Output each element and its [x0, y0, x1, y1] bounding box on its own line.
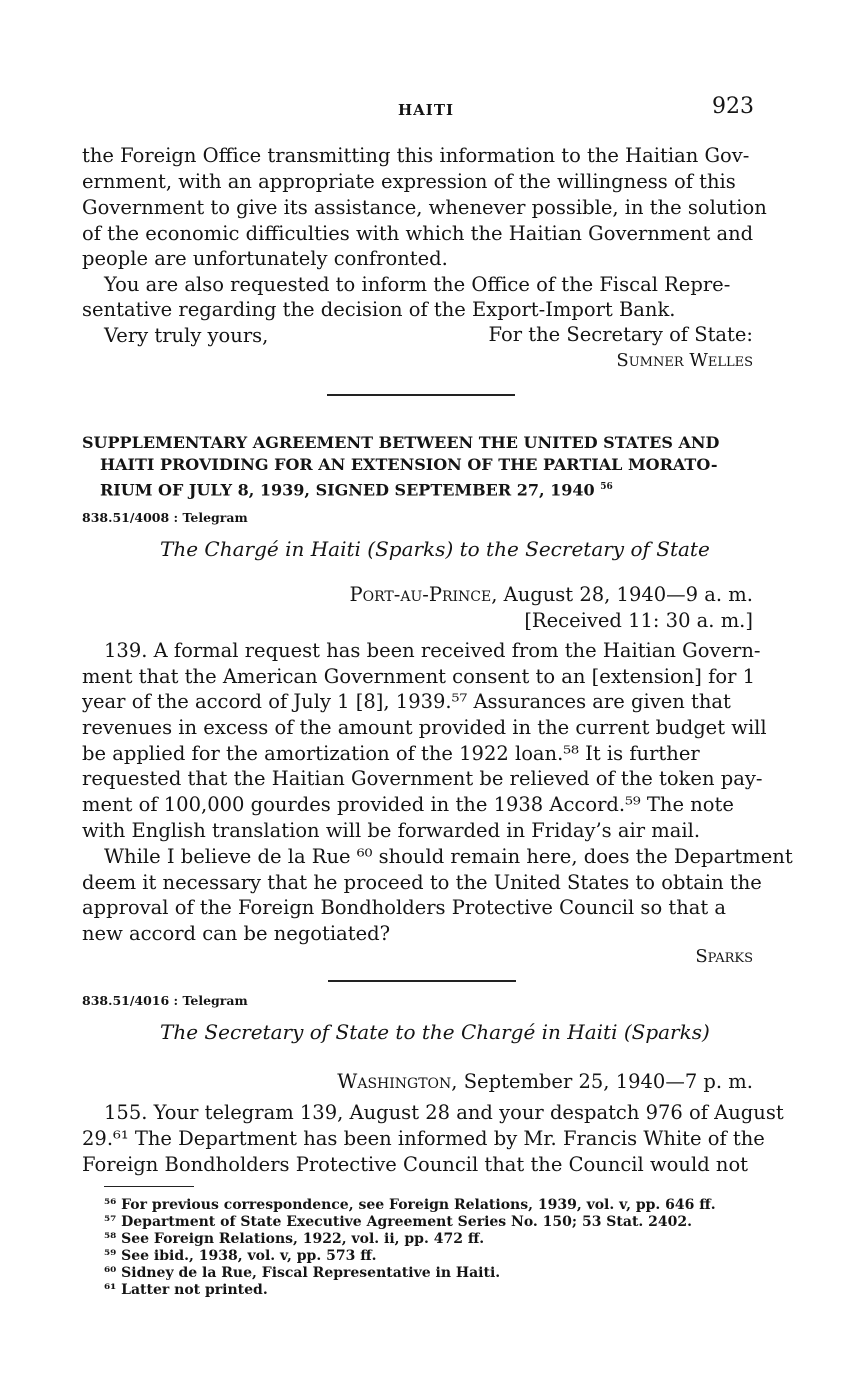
- para-line: requested that the Haitian Government be relieved of the token pay-: [82, 767, 763, 790]
- intro-line: people are unfortunately confronted.: [82, 247, 448, 270]
- divider: [327, 394, 515, 396]
- document-title: The Secretary of State to the Chargé in Haiti (Sparks): [160, 1020, 710, 1044]
- date: September 25, 1940—7 p. m.: [463, 1070, 753, 1093]
- running-title: HAITI: [398, 101, 455, 119]
- page-number: 923: [712, 94, 754, 119]
- document-title: The Chargé in Haiti (Sparks) to the Secretary of State: [160, 537, 710, 561]
- place: Port-au-Prince,: [349, 583, 498, 606]
- para-line: approval of the Foreign Bondholders Protective Council so that a: [82, 896, 727, 919]
- para-line: 139. A formal request has been received from the Haitian Govern-: [104, 639, 761, 662]
- date: August 28, 1940—9 a. m.: [503, 583, 753, 606]
- dateline: [337, 1070, 753, 1093]
- divider: [328, 980, 516, 982]
- para-line: be applied for the amortization of the 1922 loan.⁵⁸ It is further: [82, 742, 700, 765]
- section-title-line: SUPPLEMENTARY AGREEMENT BETWEEN THE UNITED STATES AND: [82, 433, 720, 452]
- section-title-line: [100, 476, 613, 501]
- closing: Very truly yours,: [104, 324, 269, 347]
- intro-line: ernment, with an appropriate expression of the willingness of this: [82, 170, 736, 193]
- footnote: ⁵⁷ Department of State Executive Agreement Series No. 150; 53 Stat. 2402.: [104, 1214, 693, 1230]
- para-line: year of the accord of July 1 [8], 1939.⁵⁷ Assurances are given that: [82, 690, 731, 713]
- para-line: 29.⁶¹ The Department has been informed by Mr. Francis White of the: [82, 1127, 765, 1150]
- section-title-line: HAITI PROVIDING FOR AN EXTENSION OF THE PARTIAL MORATO-: [100, 455, 718, 474]
- para-line: deem it necessary that he proceed to the United States to obtain the: [82, 871, 762, 894]
- para-line: While I believe de la Rue ⁶⁰ should remain here, does the Department: [104, 845, 793, 868]
- intro-line: sentative regarding the decision of the Export-Import Bank.: [82, 298, 676, 321]
- signature-welles: Sumner Welles: [616, 350, 753, 371]
- footnote: ⁶⁰ Sidney de la Rue, Fiscal Representative in Haiti.: [104, 1265, 501, 1281]
- para-line: with English translation will be forwarded in Friday’s air mail.: [82, 819, 701, 842]
- para-line: ment that the American Government consent to an [extension] for 1: [82, 665, 755, 688]
- footnote-divider: [104, 1186, 194, 1187]
- para-line: ment of 100,000 gourdes provided in the 1938 Accord.⁵⁹ The note: [82, 793, 734, 816]
- signature-sparks: Sparks: [695, 946, 753, 967]
- para-line: Foreign Bondholders Protective Council that the Council would not: [82, 1153, 749, 1176]
- file-number: 838.51/4008 : Telegram: [82, 510, 248, 525]
- footnote: ⁵⁶ For previous correspondence, see Foreign Relations, 1939, vol. v, pp. 646 ff.: [104, 1197, 716, 1213]
- for-secretary: For the Secretary of State:: [488, 323, 753, 346]
- para-line: revenues in excess of the amount provided in the current budget will: [82, 716, 767, 739]
- footnote: ⁵⁸ See Foreign Relations, 1922, vol. ii, pp. 472 ff.: [104, 1231, 485, 1247]
- para-line: 155. Your telegram 139, August 28 and your despatch 976 of August: [104, 1101, 784, 1124]
- intro-line: Government to give its assistance, whenever possible, in the solution: [82, 196, 767, 219]
- section-title-text: RIUM OF JULY 8, 1939, SIGNED SEPTEMBER 27, 1940: [100, 480, 595, 500]
- file-number: 838.51/4016 : Telegram: [82, 993, 248, 1008]
- footnote-ref: 56: [600, 482, 613, 492]
- intro-line: of the economic difficulties with which the Haitian Government and: [82, 222, 754, 245]
- dateline: [350, 583, 753, 606]
- received-time: [Received 11: 30 a. m.]: [524, 609, 753, 632]
- para-line: new accord can be negotiated?: [82, 922, 391, 945]
- footnote: ⁵⁹ See ibid., 1938, vol. v, pp. 573 ff.: [104, 1248, 377, 1264]
- footnote: ⁶¹ Latter not printed.: [104, 1282, 268, 1298]
- place: Washington,: [337, 1070, 458, 1093]
- intro-line: You are also requested to inform the Office of the Fiscal Repre-: [104, 273, 731, 296]
- intro-line: the Foreign Office transmitting this information to the Haitian Gov-: [82, 144, 750, 167]
